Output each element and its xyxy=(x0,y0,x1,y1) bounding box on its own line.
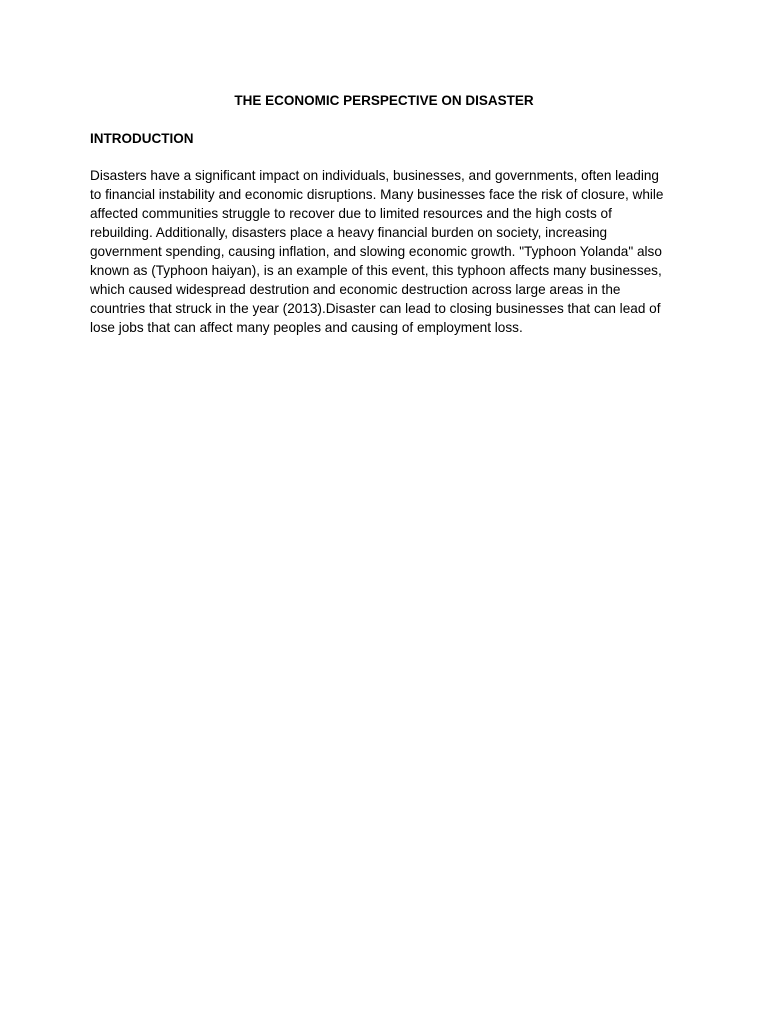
section-heading-introduction: INTRODUCTION xyxy=(90,131,194,146)
paragraph-line: lose jobs that can affect many peoples and causing of employment loss. xyxy=(90,320,523,335)
paragraph-line: to financial instability and economic disruptions. Many businesses face the risk of closure, while xyxy=(90,187,664,202)
paragraph-line: Disasters have a significant impact on individuals, businesses, and governments, often leading xyxy=(90,168,659,183)
paragraph-line: known as (Typhoon haiyan), is an example of this event, this typhoon affects many businesses, xyxy=(90,263,662,278)
paragraph-line: rebuilding. Additionally, disasters place a heavy financial burden on society, increasing xyxy=(90,225,608,240)
paragraph-line: which caused widespread destrution and economic destruction across large areas in the xyxy=(90,282,621,297)
paragraph-line: affected communities struggle to recover due to limited resources and the high costs of xyxy=(90,206,612,221)
introduction-paragraph xyxy=(90,166,690,337)
document-title: THE ECONOMIC PERSPECTIVE ON DISASTER xyxy=(234,93,534,108)
paragraph-line: government spending, causing inflation, and slowing economic growth. "Typhoon Yolanda" also xyxy=(90,244,662,259)
paragraph-line: countries that struck in the year (2013).Disaster can lead to closing businesses that can lead of xyxy=(90,301,661,316)
